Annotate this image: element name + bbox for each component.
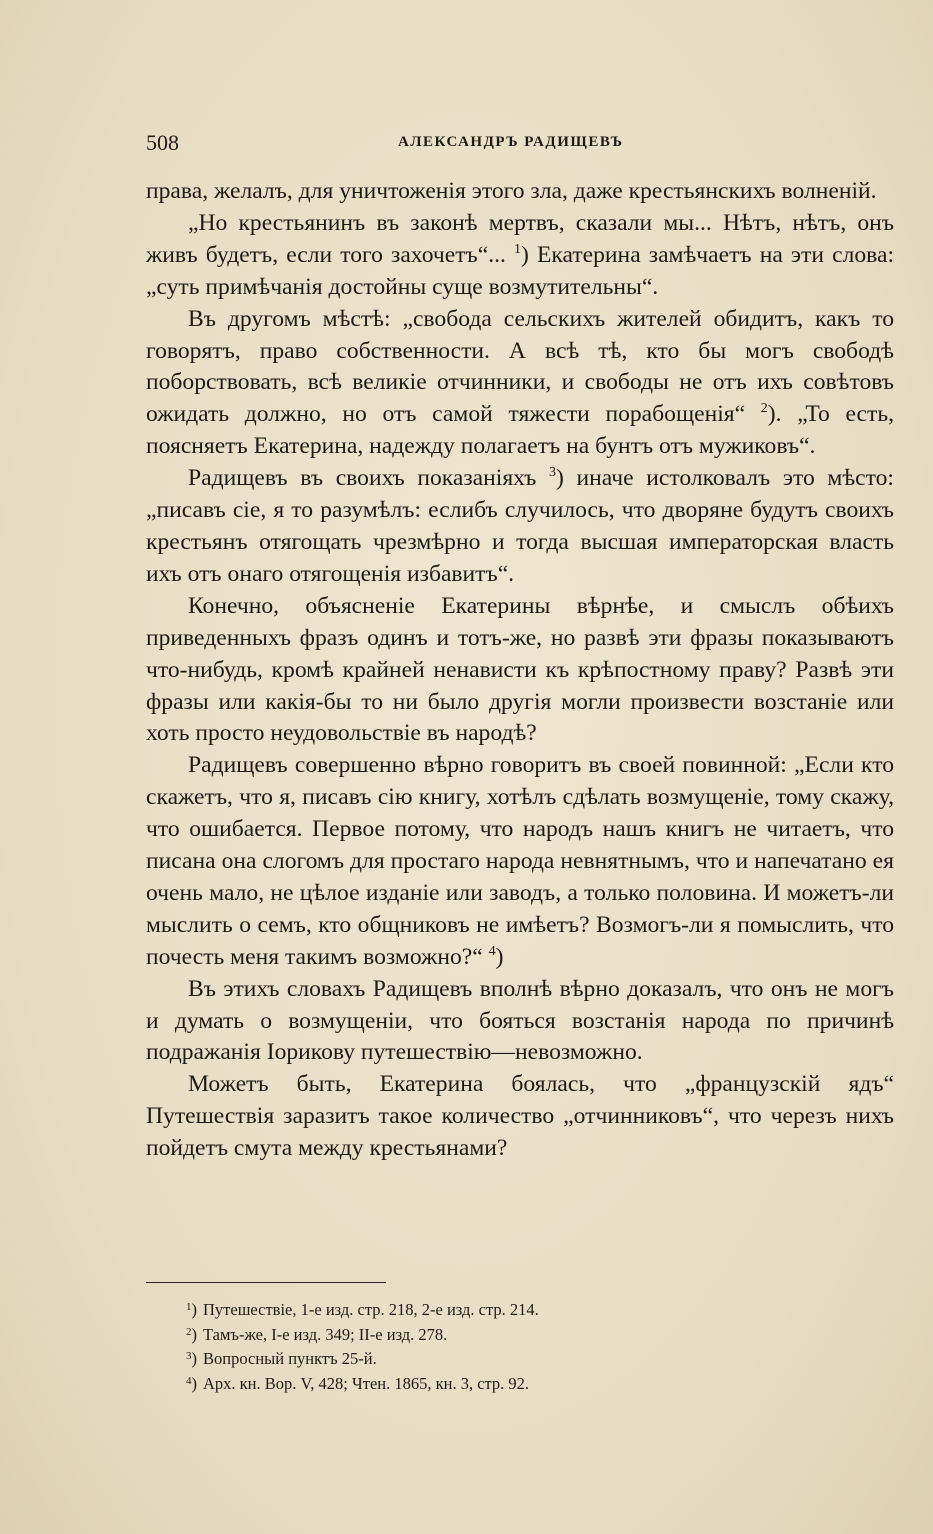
footnote-2 — [186, 1323, 826, 1348]
footnote-paren: ) — [191, 1300, 197, 1319]
running-title: АЛЕКСАНДРЪ РАДИЩЕВЪ — [398, 134, 624, 150]
footnote-text: Тамъ-же, I-е изд. 349; II-е изд. 278. — [203, 1324, 448, 1344]
page-number: 508 — [146, 130, 179, 155]
footnote-4 — [186, 1372, 826, 1397]
paragraph-2 — [146, 208, 894, 304]
paragraph-text: ). „То есть, поясняетъ Екатерина, надежду полагаетъ на бунтъ отъ мужиковъ“. — [146, 401, 894, 460]
footnote-mark: 4 — [186, 1374, 192, 1387]
paragraph-text: Въ этихъ словахъ Радищевъ вполнѣ вѣрно доказалъ, что онъ не могъ и думать о возмущеніи, что бояться возстанія народа по причинѣ подражанія Іорикову путешествію—невозможно. — [146, 975, 894, 1066]
footnote-ref-3: 3 — [548, 465, 556, 481]
paragraph-text: Радищевъ въ своихъ показаніяхъ — [188, 465, 549, 492]
paragraph-text: ) Екатерина замѣчаетъ на эти слова: „суть примѣчанія достойны суще возмутительны“. — [146, 241, 894, 300]
footnote-text: Вопросный пунктъ 25-й. — [203, 1349, 377, 1368]
footnote-text: Арх. кн. Вор. V, 428; Чтен. 1865, кн. 3, стр. 92. — [203, 1373, 530, 1393]
paragraph-8 — [146, 1069, 894, 1165]
footnote-ref-1: 1 — [514, 241, 522, 257]
footnote-paren: ) — [191, 1373, 197, 1393]
page-header — [146, 130, 894, 160]
paragraph-7 — [146, 974, 894, 1070]
paragraph-text: права, желалъ, для уничтоженія этого зла, даже крестьянскихъ волненій. — [146, 178, 877, 204]
paragraph-text: ) — [495, 943, 504, 970]
paragraph-text: Радищевъ совершенно вѣрно говоритъ въ своей повинной: „Если кто скажетъ, что я, писавъ сію книгу, хотѣлъ сдѣлать возмущеніе, тому скажу, что ошибается. Первое потому, что народъ нашъ книгъ не читаетъ, что писана она слогомъ для простаго народа невнятнымъ, что и напечатано ея очень мало, не цѣлое изданіе или заводъ, а только половина. И можетъ-ли мыслить о семъ, кто общниковъ не имѣетъ? Возмогъ-ли я помыслить, что почесть меня такимъ возможно?“ — [146, 752, 894, 970]
footnote-mark: 3 — [186, 1350, 192, 1362]
footnotes — [186, 1298, 826, 1396]
footnote-ref-4: 4 — [488, 943, 496, 959]
footnote-mark: 1 — [186, 1301, 192, 1313]
footnote-1 — [186, 1298, 826, 1323]
paragraph-4 — [146, 463, 894, 591]
paragraph-3 — [146, 304, 894, 464]
paragraph-text: Конечно, объясненіе Екатерины вѣрнѣе, и смыслъ обѣихъ приведенныхъ фразъ одинъ и тотъ-же, но развѣ эти фразы показываютъ что-нибудь, кромѣ крайней ненависти къ крѣпостному праву? Развѣ эти фразы или какія-бы то ни было другія могли произвести возстаніе или хоть просто неудовольствіе въ народѣ? — [146, 592, 894, 747]
paragraph-5 — [146, 591, 894, 751]
paragraph-text: Въ другомъ мѣстѣ: „свобода сельскихъ жителей обидитъ, какъ то говорятъ, право собственности. А всѣ тѣ, кто бы могъ свободѣ поборствовать, всѣ великіе отчинники, и свободы не отъ ихъ совѣтовъ ожидать должно, но отъ самой тяжести порабощенія“ — [146, 305, 894, 428]
paragraph-1 — [146, 176, 894, 208]
footnote-paren: ) — [191, 1349, 197, 1368]
paragraph-text: ) иначе истолковалъ это мѣсто: „писавъ сіе, я то разумѣлъ: еслибъ случилось, что дворяне будутъ своихъ крестьянъ отягощать чрезмѣрно и тогда высшая императорская власть ихъ отъ онаго отягощенія избавитъ“. — [146, 465, 894, 587]
footnote-separator — [146, 1282, 386, 1283]
paragraph-6 — [146, 750, 894, 973]
footnote-paren: ) — [191, 1324, 197, 1344]
paragraph-text: Можетъ быть, Екатерина боялась, что „французскій ядъ“ Путешествія заразитъ такое количество „отчинниковъ“, что черезъ нихъ пойдетъ смута между крестьянами? — [146, 1071, 894, 1162]
footnote-mark: 2 — [186, 1325, 192, 1338]
footnote-ref-2: 2 — [760, 401, 768, 417]
footnote-3 — [186, 1347, 826, 1372]
body-text — [146, 176, 894, 1165]
footnote-text: Путешествіе, 1-е изд. стр. 218, 2-е изд. стр. 214. — [203, 1300, 539, 1319]
paragraph-text: „Но крестьянинъ въ законѣ мертвъ, сказали мы... Нѣтъ, нѣтъ, онъ живъ будетъ, если того захочетъ“... — [146, 209, 894, 268]
